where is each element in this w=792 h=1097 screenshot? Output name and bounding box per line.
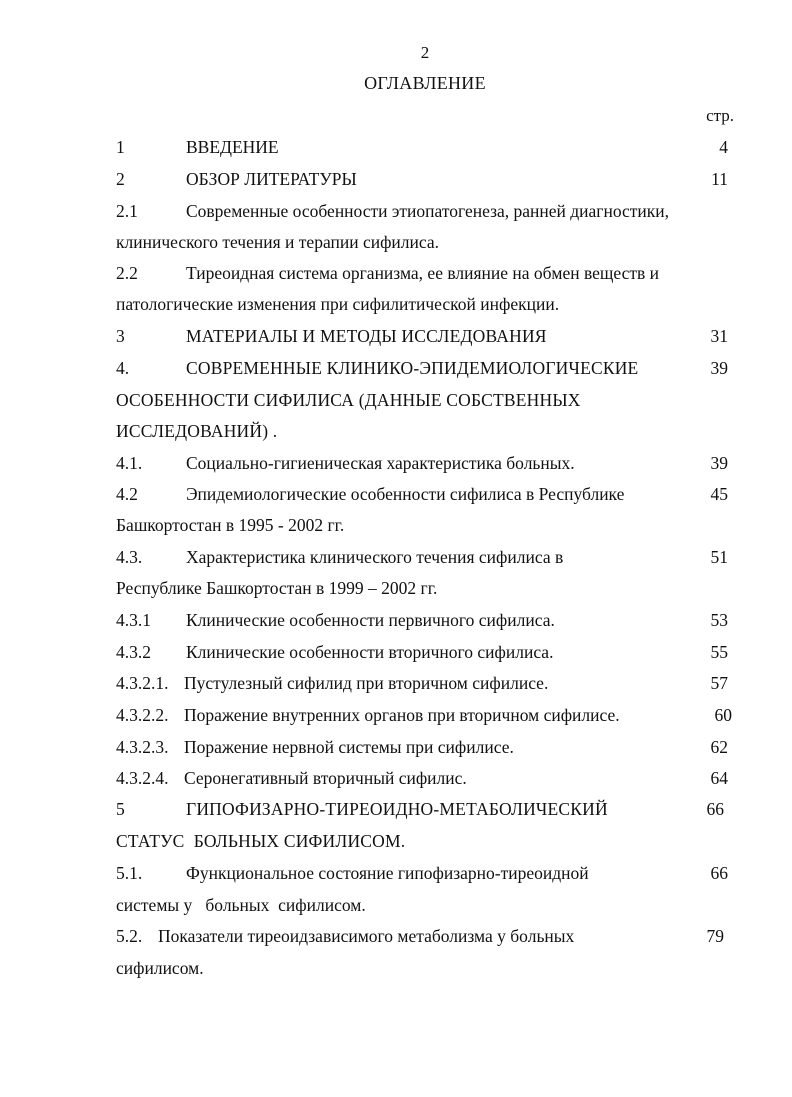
toc-entry-number: 2 [116,169,125,189]
toc-entry-number: 2.1 [116,201,138,221]
toc-entry-title-continuation: Башкортостан в 1995 - 2002 гг. [116,515,345,535]
toc-entry-number: 4.3.2.1. [116,673,169,693]
toc-entry-page: 66 [706,799,724,819]
toc-entry-title: Эпидемиологические особенности сифилиса в Республике [186,484,625,504]
toc-entry-title: МАТЕРИАЛЫ И МЕТОДЫ ИССЛЕДОВАНИЯ [186,326,547,346]
toc-entry-4-continuation [0,388,792,412]
toc-entry-title: ОБЗОР ЛИТЕРАТУРЫ [186,169,357,189]
toc-entry-title: Клинические особенности первичного сифилиса. [186,610,555,630]
toc-entry-4-2 [0,482,792,506]
toc-entry-4-3-1 [0,608,792,632]
toc-entry-number: 4.3.2.4. [116,768,169,788]
pages-column-label: стр. [706,106,734,125]
toc-entry-number: 4.3.1 [116,610,151,630]
toc-entry-page: 79 [706,926,724,946]
toc-entry-number: 4.2 [116,484,138,504]
toc-entry-4-3-2-4 [0,766,792,790]
toc-entry-page: 39 [710,453,728,473]
toc-entry-title: Функциональное состояние гипофизарно-тиреоидной [186,863,589,883]
page-number: 2 [420,43,430,62]
toc-entry-page: 66 [710,863,728,883]
toc-entry-number: 4.1. [116,453,143,473]
toc-entry-title: Поражение нервной системы при сифилисе. [184,737,514,757]
toc-entry-title-continuation: ИССЛЕДОВАНИЙ) . [116,421,278,441]
toc-entry-4 [0,356,792,380]
toc-entry-number: 4.3. [116,547,143,567]
toc-entry-title: Серонегативный вторичный сифилис. [184,768,467,788]
toc-entry-4-3-2-1 [0,671,792,695]
toc-entry-title: СОВРЕМЕННЫЕ КЛИНИКО-ЭПИДЕМИОЛОГИЧЕСКИЕ [186,358,639,378]
toc-entry-2-1-continuation [0,230,792,254]
toc-entry-title: Тиреоидная система организма, ее влияние на обмен веществ и [186,263,659,283]
toc-entry-number: 5.1. [116,863,143,883]
toc-entry-title: Клинические особенности вторичного сифилиса. [186,642,554,662]
toc-entry-literature-review [0,167,792,191]
toc-entry-page: 51 [710,547,728,567]
toc-entry-2-2 [0,261,792,285]
toc-entry-page: 53 [710,610,728,630]
toc-entry-number: 5 [116,799,125,819]
toc-entry-title: Социально-гигиеническая характеристика больных. [186,453,575,473]
toc-entry-4-2-continuation [0,513,792,537]
toc-entry-number: 2.2 [116,263,138,283]
toc-entry-title: Пустулезный сифилид при вторичном сифилисе. [184,673,549,693]
toc-entry-title: Характеристика клинического течения сифилиса в [186,547,564,567]
toc-entry-4-3 [0,545,792,569]
toc-entry-4-1 [0,451,792,475]
toc-entry-methods [0,324,792,348]
toc-entry-5 [0,797,792,821]
toc-entry-page: 11 [711,169,728,189]
toc-entry-title-continuation: сифилисом. [116,958,204,978]
toc-entry-title-continuation: СТАТУС БОЛЬНЫХ СИФИЛИСОМ. [116,831,406,851]
toc-entry-page: 62 [710,737,728,757]
toc-entry-title: ВВЕДЕНИЕ [186,137,279,157]
toc-entry-2-1 [0,199,792,223]
toc-entry-page: 4 [719,137,728,157]
toc-entry-number: 4.3.2 [116,642,151,662]
toc-entry-title: ГИПОФИЗАРНО-ТИРЕОИДНО-МЕТАБОЛИЧЕСКИЙ [186,799,608,819]
toc-entry-number: 4. [116,358,130,378]
toc-entry-title: Современные особенности этиопатогенеза, ранней диагностики, [186,201,670,221]
toc-entry-page: 45 [710,484,728,504]
toc-entry-4-3-2-2 [0,703,792,727]
toc-entry-5-1-continuation [0,893,792,917]
toc-entry-page: 31 [710,326,728,346]
toc-entry-page: 60 [714,705,732,725]
toc-title: ОГЛАВЛЕНИЕ [364,73,486,93]
toc-entry-introduction [0,135,792,159]
toc-entry-title-continuation: ОСОБЕННОСТИ СИФИЛИСА (ДАННЫЕ СОБСТВЕННЫХ [116,390,581,410]
toc-entry-number: 3 [116,326,125,346]
toc-entry-page: 64 [710,768,728,788]
toc-entry-page: 57 [710,673,728,693]
toc-entry-page: 39 [710,358,728,378]
toc-entry-title-continuation: патологические изменения при сифилитической инфекции. [116,294,560,314]
toc-entry-title: Поражение внутренних органов при вторичном сифилисе. [184,705,620,725]
toc-entry-number: 5.2. [116,926,143,946]
toc-entry-5-continuation [0,829,792,853]
toc-entry-2-2-continuation [0,292,792,316]
toc-entry-5-1 [0,861,792,885]
toc-entry-number: 4.3.2.3. [116,737,169,757]
toc-entry-title-continuation: системы у больных сифилисом. [116,895,366,915]
toc-entry-4-continuation-2 [0,419,792,443]
toc-entry-title-continuation: клинического течения и терапии сифилиса. [116,232,440,252]
toc-entry-4-3-2 [0,640,792,664]
toc-entry-page: 55 [710,642,728,662]
toc-entry-5-2 [0,924,792,948]
toc-entry-5-2-continuation [0,956,792,980]
toc-entry-4-3-continuation [0,576,792,600]
toc-entry-number: 1 [116,137,125,157]
toc-entry-title: Показатели тиреоидзависимого метаболизма у больных [158,926,575,946]
toc-entry-number: 4.3.2.2. [116,705,169,725]
toc-entry-title-continuation: Республике Башкортостан в 1999 – 2002 гг. [116,578,438,598]
toc-entry-4-3-2-3 [0,735,792,759]
